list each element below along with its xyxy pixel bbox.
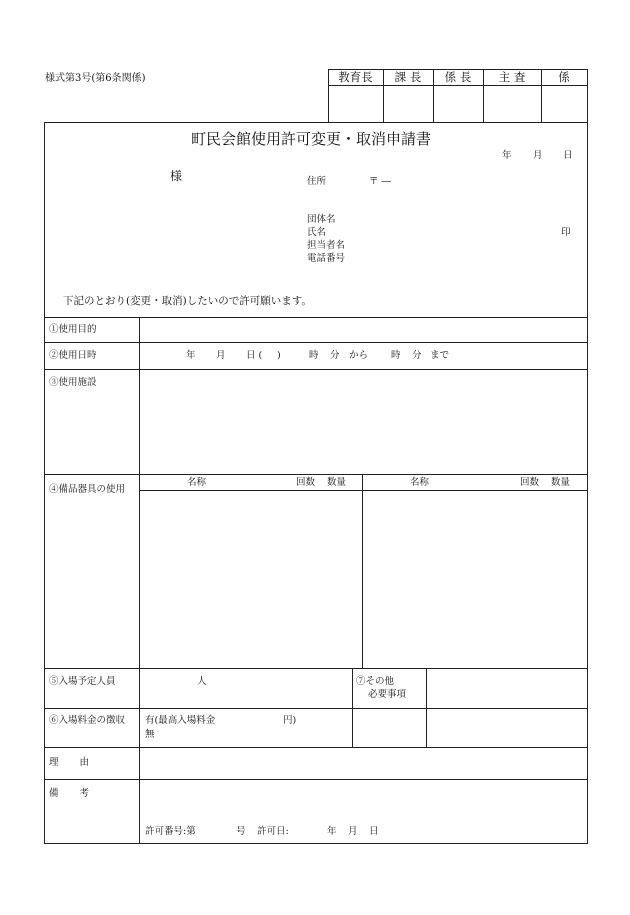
addressee-suffix: 様: [170, 169, 183, 183]
datetime-minute: 分: [330, 350, 340, 361]
postal-mark: 〒 ―: [369, 176, 392, 187]
equipment-col-qty-left: 数量: [327, 477, 347, 488]
remarks-label: 備 考: [49, 788, 90, 799]
other-label-line2: 必要事項: [368, 689, 407, 700]
datetime-from: から: [349, 350, 369, 361]
name-label: 氏名: [307, 227, 327, 238]
approval-header-subsection-chief: 係 長: [444, 70, 472, 84]
fee-yes: 有(最高入場料金: [145, 715, 216, 726]
equipment-label: ④備品器具の使用: [49, 484, 126, 495]
permit-date-label: 許可日:: [257, 826, 289, 837]
facility-label: ③使用施設: [49, 377, 97, 388]
reason-label: 理 由: [49, 757, 90, 768]
equipment-col-name-right: 名称: [410, 477, 430, 488]
request-statement: 下記のとおり(変更・取消)したいので許可願います。: [63, 295, 312, 307]
permit-day: 日: [369, 826, 379, 837]
person-in-charge-label: 担当者名: [307, 240, 346, 251]
date-year: 年: [502, 150, 512, 161]
date-month: 月: [533, 150, 543, 161]
phone-label: 電話番号: [307, 253, 346, 264]
fee-no: 無: [145, 729, 155, 740]
datetime-year: 年: [186, 350, 196, 361]
purpose-label: ①使用目的: [49, 324, 97, 335]
approval-header-clerk: 係: [558, 70, 570, 84]
address-label: 住所: [307, 176, 327, 187]
datetime-month: 月: [216, 350, 226, 361]
group-label: 団体名: [307, 214, 336, 225]
equipment-col-qty-right: 数量: [551, 477, 571, 488]
other-label-line1: ⑦その他: [356, 676, 395, 687]
datetime-label: ②使用日時: [49, 350, 97, 361]
fee-label: ⑥入場料金の徴収: [49, 715, 126, 726]
attendance-unit: 人: [197, 676, 207, 687]
datetime-hour-end: 時: [391, 350, 401, 361]
datetime-until: まで: [430, 350, 450, 361]
fee-yen: 円): [283, 715, 297, 726]
permit-gou: 号: [236, 826, 246, 837]
approval-header-superintendent: 教育長: [338, 70, 373, 84]
attendance-label: ⑤入場予定人員: [49, 676, 116, 687]
datetime-paren-close: ): [277, 350, 281, 361]
equipment-col-times-right: 回数: [520, 477, 540, 488]
form-number: 様式第3号(第6条関係): [45, 73, 146, 84]
permit-month: 月: [348, 826, 358, 837]
approval-header-chief-clerk: 主 査: [498, 70, 526, 84]
form-title: 町民会館使用許可変更・取消申請書: [191, 130, 432, 148]
permit-number-label: 許可番号:第: [145, 826, 196, 837]
date-day: 日: [563, 150, 573, 161]
seal-mark: 印: [561, 227, 571, 238]
datetime-hour: 時: [309, 350, 319, 361]
equipment-col-times-left: 回数: [296, 477, 316, 488]
permit-year: 年: [327, 826, 337, 837]
equipment-col-name-left: 名称: [187, 477, 207, 488]
datetime-day: 日 (: [246, 350, 263, 361]
approval-header-section-chief: 課 長: [394, 70, 422, 84]
datetime-minute-end: 分: [412, 350, 422, 361]
